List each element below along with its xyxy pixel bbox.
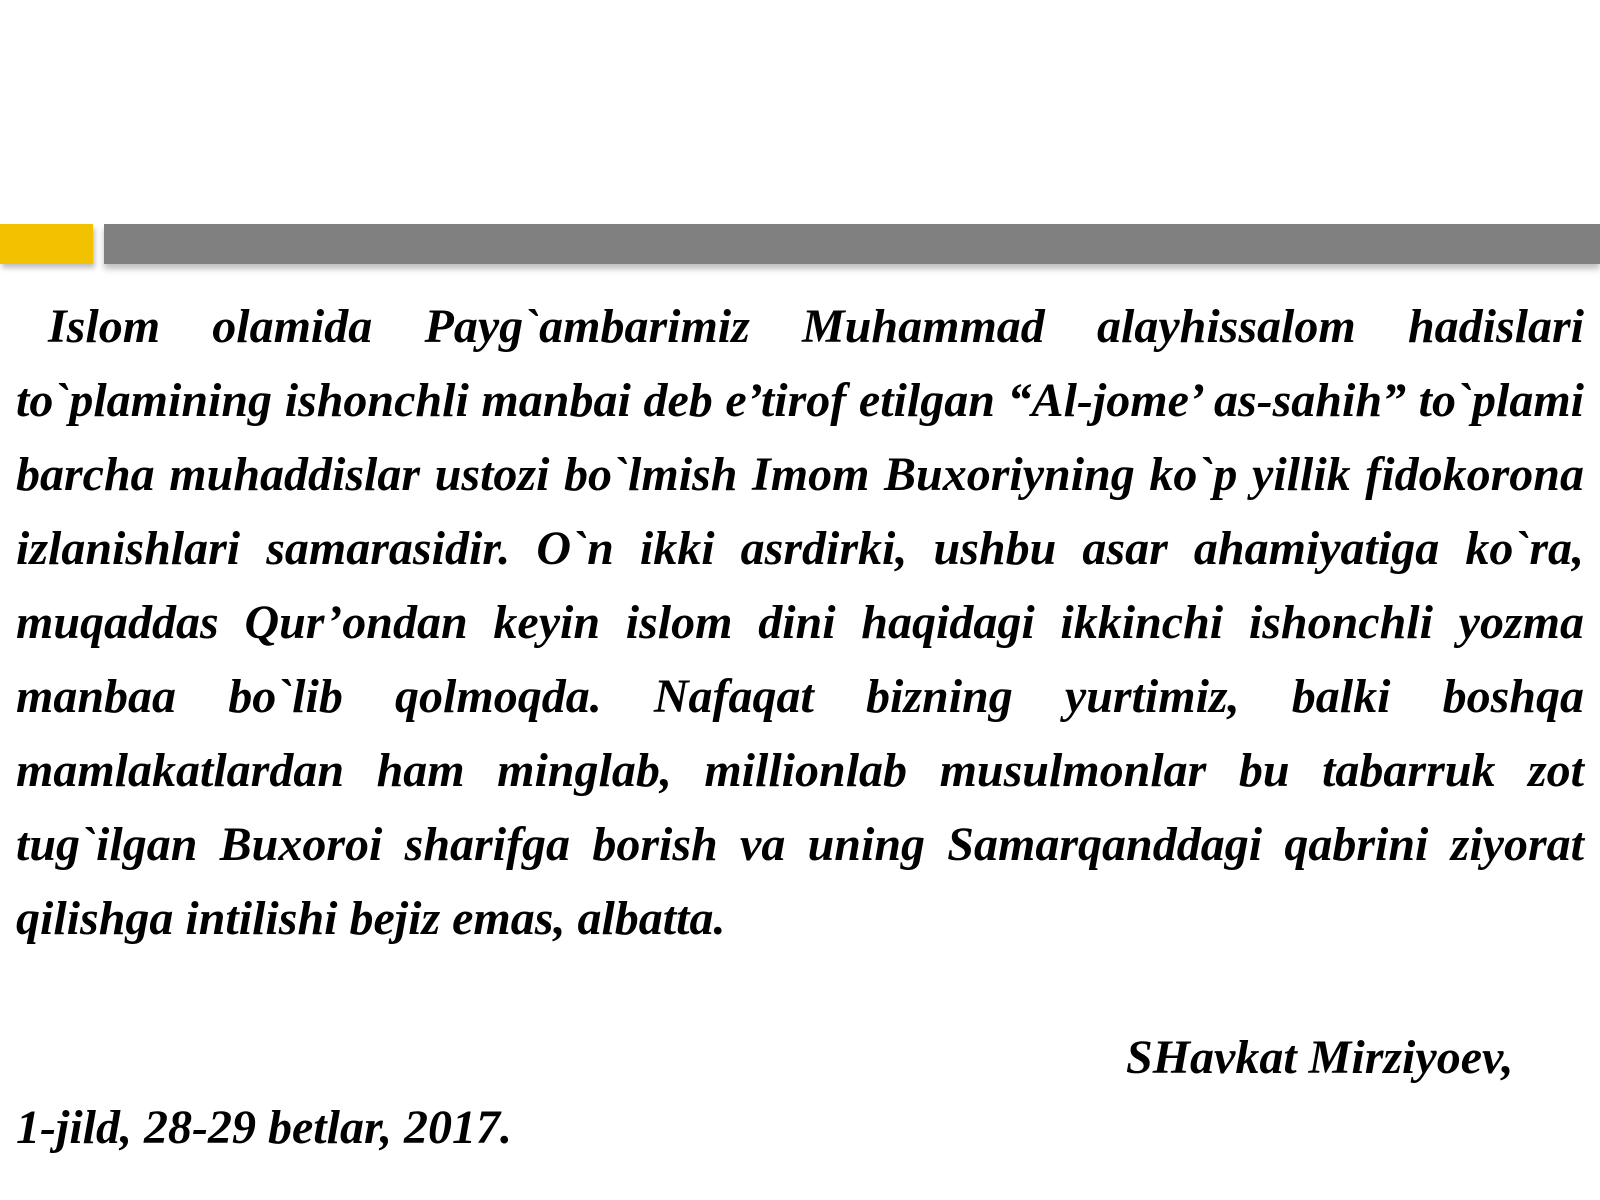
accent-bar bbox=[0, 224, 93, 264]
quote-text: Islom olamida Payg`ambarimiz Muhammad alayhissalom hadislari to`plamining ishonchli manbai deb e’tirof etilgan “Al-jome’ as-sahih” to`plami barcha muhaddislar ustozi bo`lmish Imom Buxoriyning ko`p yillik fidokorona izlanishlari samarasidir. O`n ikki asrdirki, ushbu asar ahamiyatiga ko`ra, muqaddas Qur’ondan keyin islom dini haqidagi ikkinchi ishonchli yozma manbaa bo`lib qolmoqda. Nafaqat bizning yurtimiz, balki boshqa mamlakatlardan ham minglab, millionlab musulmonlar bu tabarruk zot tug`ilgan Buxoroi sharifga borish va uning Samarqanddagi qabrini ziyorat qilishga intilishi bejiz emas, albatta. bbox=[16, 300, 1584, 945]
title-bar bbox=[104, 224, 1600, 264]
quote-author: SHavkat Mirziyoev, bbox=[1126, 1031, 1514, 1084]
quote-source: 1-jild, 28-29 betlar, 2017. bbox=[16, 1101, 512, 1154]
